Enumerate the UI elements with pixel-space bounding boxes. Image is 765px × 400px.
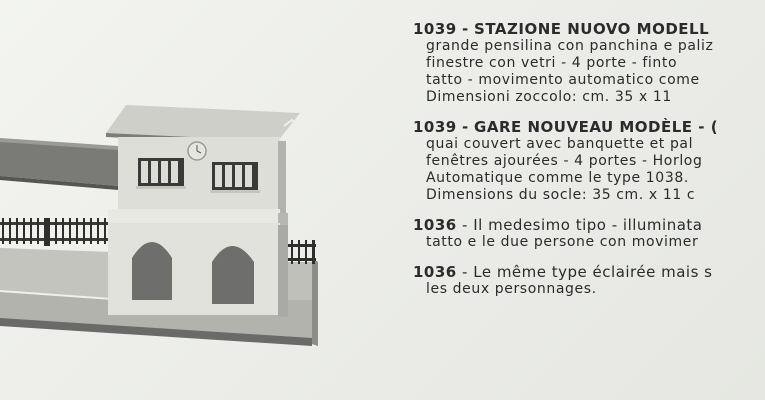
entry-description bbox=[413, 136, 765, 204]
entry-description bbox=[413, 234, 765, 251]
entry-head-text: Il medesimo tipo - illuminata bbox=[473, 216, 703, 234]
separator: - bbox=[462, 216, 468, 234]
platform-shelter bbox=[0, 138, 118, 190]
description-line: fenêtres ajourées - 4 portes - Horlog bbox=[426, 153, 703, 169]
station-drawing bbox=[0, 0, 340, 400]
product-code: 1036 bbox=[413, 216, 457, 234]
description-line: tatto e le due persone con movimer bbox=[426, 234, 699, 250]
description-line: les deux personnages. bbox=[426, 281, 597, 297]
entry-1036-fr bbox=[413, 263, 765, 298]
entry-1039-fr bbox=[413, 118, 765, 204]
window-left bbox=[136, 158, 186, 189]
entry-heading bbox=[413, 216, 765, 234]
entry-1039-it bbox=[413, 20, 765, 106]
description-line: Dimensions du socle: 35 cm. x 11 c bbox=[426, 187, 696, 203]
product-title: STAZIONE NUOVO MODELL bbox=[474, 20, 710, 38]
window-right bbox=[210, 162, 260, 193]
clock-icon bbox=[188, 142, 206, 160]
catalog-text bbox=[413, 20, 765, 310]
description-line: grande pensilina con panchina e paliz bbox=[426, 38, 714, 54]
station-illustration bbox=[0, 0, 340, 400]
entry-heading bbox=[413, 263, 765, 281]
description-line: quai couvert avec banquette et pal bbox=[426, 136, 694, 152]
fence-left bbox=[0, 218, 112, 246]
entry-heading bbox=[413, 118, 765, 136]
station-building bbox=[106, 105, 300, 317]
product-title: GARE NOUVEAU MODÈLE - ( bbox=[474, 118, 719, 136]
entry-1036-it bbox=[413, 216, 765, 251]
description-line: Automatique comme le type 1038. bbox=[426, 170, 689, 186]
entry-head-text: Le même type éclairée mais s bbox=[473, 263, 713, 281]
description-line: finestre con vetri - 4 porte - finto bbox=[426, 55, 678, 71]
product-code: 1039 bbox=[413, 20, 457, 38]
separator: - bbox=[462, 20, 469, 38]
entry-description bbox=[413, 281, 765, 298]
separator: - bbox=[462, 263, 468, 281]
separator: - bbox=[462, 118, 469, 136]
entry-heading bbox=[413, 20, 765, 38]
entry-description bbox=[413, 38, 765, 106]
product-code: 1036 bbox=[413, 263, 457, 281]
product-code: 1039 bbox=[413, 118, 457, 136]
description-line: Dimensioni zoccolo: cm. 35 x 11 bbox=[426, 89, 672, 105]
description-line: tatto - movimento automatico come bbox=[426, 72, 700, 88]
